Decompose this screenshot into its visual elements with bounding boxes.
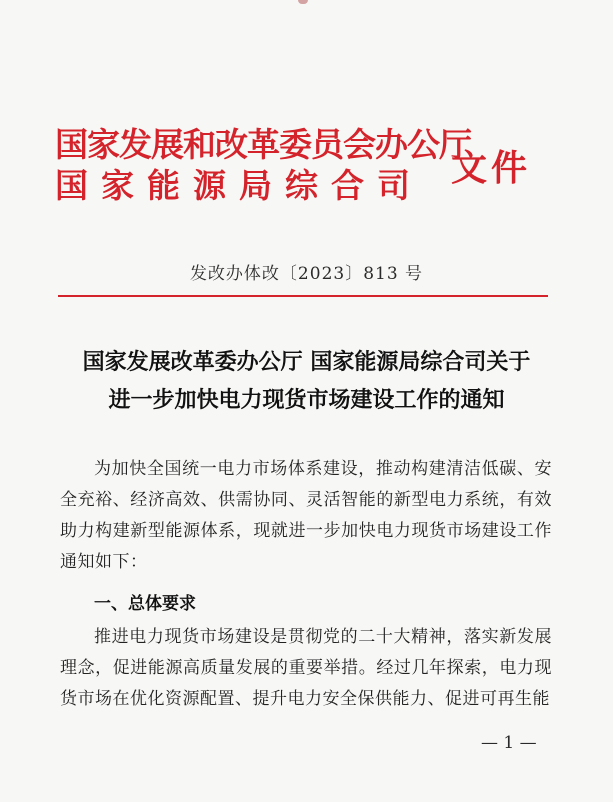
body-paragraph-1: 为加快全国统一电力市场体系建设，推动构建清洁低碳、安全充裕、经济高效、供需协同、灵活智能的新型电力系统，有效助力构建新型能源体系，现就进一步加快电力现货市场建设工作通知如下： xyxy=(60,459,552,572)
header-divider xyxy=(58,295,548,297)
section-heading-1: 一、总体要求 xyxy=(94,594,196,614)
title-line-1: 国家发展改革委办公厅 国家能源局综合司关于 xyxy=(82,349,531,375)
document-number: 发改办体改〔2023〕813 号 xyxy=(189,264,424,284)
issuer-line-2: 国家能源局综合司 xyxy=(55,166,423,205)
issuer-block xyxy=(55,125,471,205)
issuer-line-1: 国家发展和改革委员会办公厅 xyxy=(55,125,471,164)
title-line-2: 进一步加快电力现货市场建设工作的通知 xyxy=(108,387,505,413)
body-paragraph-2: 推进电力现货市场建设是贯彻党的二十大精神，落实新发展理念，促进能源高质量发展的重要举措。经过几年探索，电力现货市场在优化资源配置、提升电力安全保供能力、促进可再生能 xyxy=(60,627,552,709)
document-title xyxy=(40,343,573,419)
top-edge-mark xyxy=(298,0,308,4)
page-number: — 1 — xyxy=(481,733,537,753)
document-header xyxy=(55,125,555,218)
document-type-label: 文件 xyxy=(451,147,532,189)
